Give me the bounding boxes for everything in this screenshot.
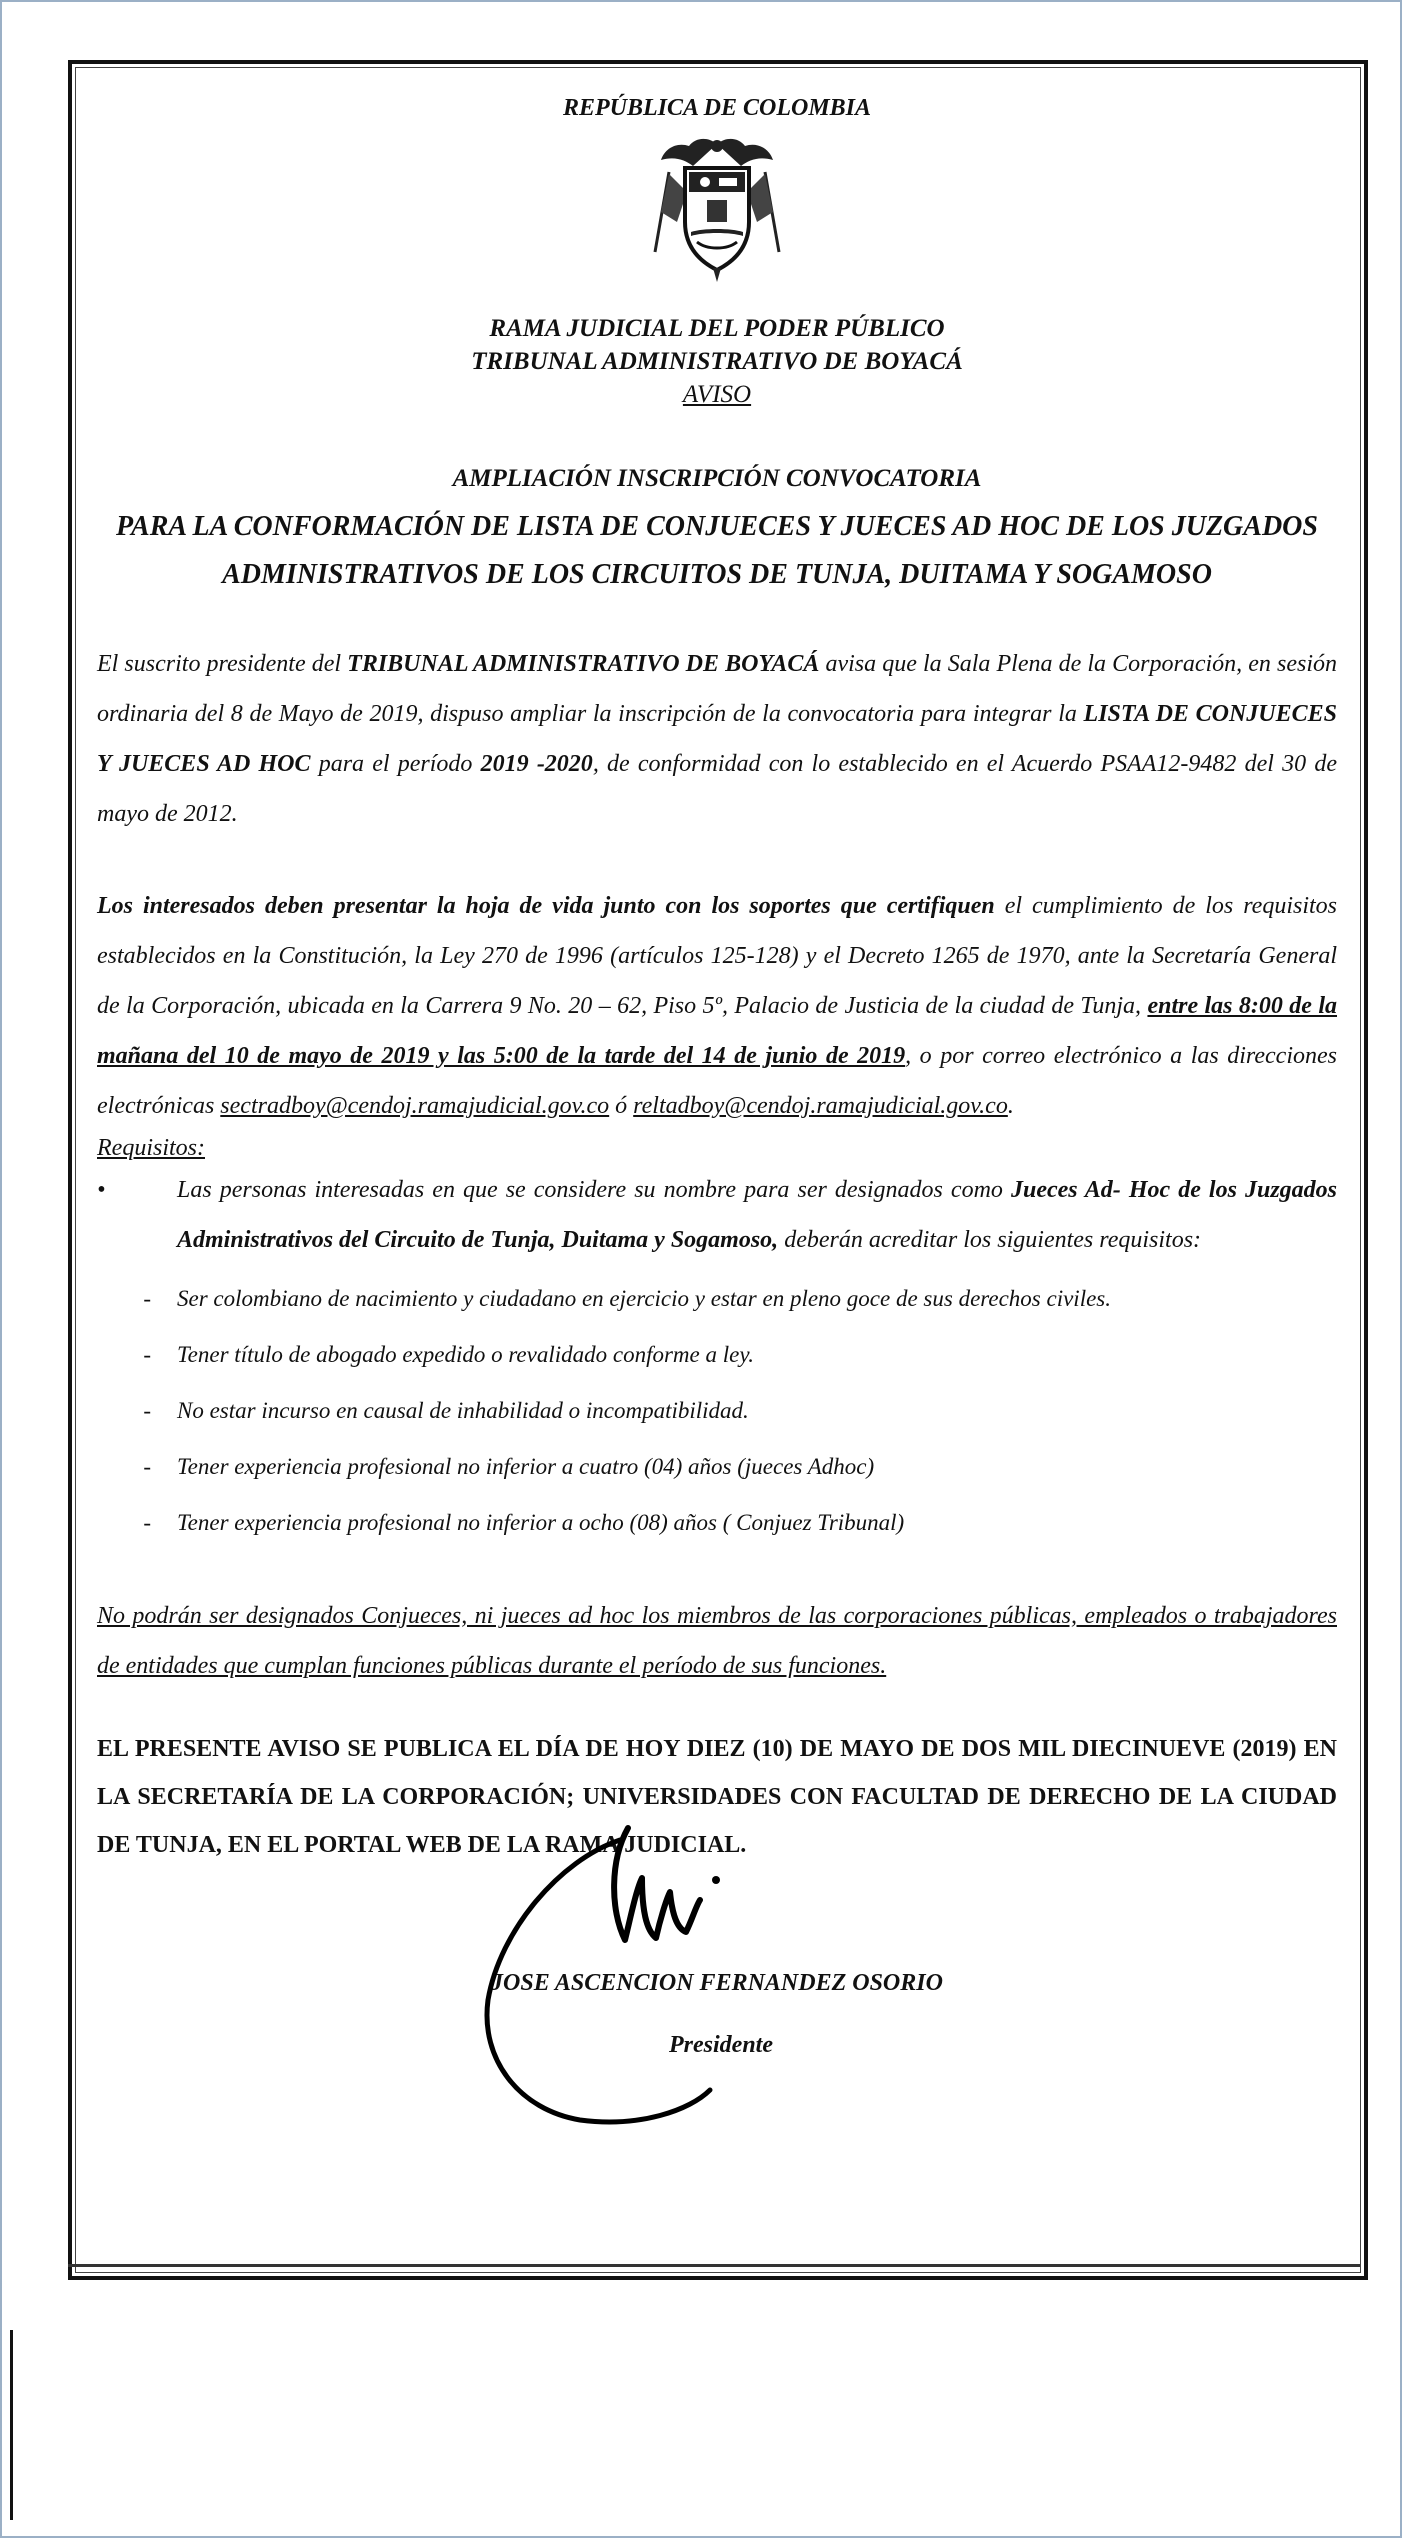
list-item [97,1495,1337,1551]
requirement-text: Tener título de abogado expedido o revalidado conforme a ley. [177,1342,755,1367]
text: ó [609,1093,634,1119]
text: deberán acreditar los siguientes requisitos: [778,1227,1202,1253]
requirements-list [97,1271,1337,1551]
publication-paragraph: EL PRESENTE AVISO SE PUBLICA EL DÍA DE HOY DIEZ (10) DE MAYO DE DOS MIL DIECINUEVE (2019) EN LA SECRETARÍA DE LA CORPORACIÓN; UNIVERSIDADES CON FACULTAD DE DERECHO DE LA CIUDAD DE TUNJA, EN EL PORTAL WEB DE LA RAMA JUDICIAL. [97,1736,1337,1858]
side-rule [10,2330,13,2520]
text: , de conformidad con lo establecido en el Acuerdo PSAA12-9482 del 30 de mayo de 2012. [97,751,1337,827]
title-line-2: PARA LA CONFORMACIÓN DE LISTA DE CONJUECES Y JUECES AD HOC DE LOS JUZGADOS [116,511,1318,542]
requirement-text: Ser colombiano de nacimiento y ciudadano en ejercicio y estar en pleno goce de sus derechos civiles. [177,1286,1111,1311]
country-heading: REPÚBLICA DE COLOMBIA [562,95,872,121]
tribunal-heading: TRIBUNAL ADMINISTRATIVO DE BOYACÁ [471,348,963,375]
judges-designation: Jueces Ad- Hoc de los Juzgados Administrativos del Circuito de Tunja, Duitama y Sogamoso, [177,1177,1337,1253]
dash-icon: - [143,1510,151,1535]
email-link-1[interactable]: sectradboy@cendoj.ramajudicial.gov.co [220,1093,610,1119]
text: el cumplimiento de los requisitos establecidos en la Constitución, la Ley 270 de 1996 (artículos 125-128) y el Decreto 1265 de 1970, ante la Secretaría General de la Corporación, ubicada en la Carrera 9 No. 20 – 62, Piso 5º, Palacio de Justicia de la ciudad de Tunja, [97,893,1338,1019]
dash-icon: - [143,1398,151,1423]
dash-icon: - [143,1342,151,1367]
requirement-text: No estar incurso en causal de inhabilidad o incompatibilidad. [177,1398,749,1423]
dash-icon: - [143,1286,151,1311]
dash-icon: - [143,1454,151,1479]
text: Las personas interesadas en que se considere su nombre para ser designados como [177,1177,1011,1203]
bullet-icon: • [97,1177,106,1203]
list-item [97,1439,1337,1495]
bottom-rule [68,2264,1360,2267]
tribunal-name: TRIBUNAL ADMINISTRATIVO DE BOYACÁ [347,651,820,677]
requirements-intro [97,1165,1337,1265]
paragraph-instructions [97,881,1337,1131]
deadline: entre las 8:00 de la mañana del 10 de mayo de 2019 y las 5:00 de la tarde del 14 de junio de 2019 [97,993,1338,1069]
restriction-paragraph: No podrán ser designados Conjueces, ni jueces ad hoc los miembros de las corporaciones públicas, empleados o trabajadores de entidades que cumplan funciones públicas durante el período de sus funciones. [97,1603,1337,1679]
list-item [97,1327,1337,1383]
notice-heading: AVISO [682,381,752,408]
requirements-intro-text [177,1165,1337,1265]
signer-role: Presidente [669,2032,773,2058]
branch-heading: RAMA JUDICIAL DEL PODER PÚBLICO [489,315,945,342]
requirement-text: Tener experiencia profesional no inferior a cuatro (04) años (jueces Adhoc) [177,1454,875,1479]
requirement-text: Tener experiencia profesional no inferior a ocho (08) años ( Conjuez Tribunal) [177,1510,905,1535]
text: , o por correo electrónico a las direcciones electrónicas [97,1043,1337,1119]
signer-name: JOSE ASCENCION FERNANDEZ OSORIO [491,1970,943,1996]
requirements-title: Requisitos: [97,1135,205,1161]
period: 2019 -2020 [480,751,593,777]
coat-of-arms-icon [647,132,787,282]
paragraph-announcement [97,639,1337,839]
document-content [97,88,1337,2063]
title-line-3: ADMINISTRATIVOS DE LOS CIRCUITOS DE TUNJA, DUITAMA Y SOGAMOSO [222,559,1212,590]
list-name: LISTA DE CONJUECES Y JUECES AD HOC [97,701,1337,777]
title-line-1: AMPLIACIÓN INSCRIPCIÓN CONVOCATORIA [452,465,982,492]
text: El suscrito presidente del [97,651,348,677]
signature-icon [460,1820,820,2160]
text: . [1007,1093,1014,1119]
list-item [97,1383,1337,1439]
instructions-lead: Los interesados deben presentar la hoja de vida junto con los soportes que certifiquen [97,893,995,919]
text: avisa que la Sala Plena de la Corporación, en sesión ordinaria del 8 de Mayo de 2019, dispuso ampliar la inscripción de la convocatoria para integrar la [97,651,1337,727]
email-link-2[interactable]: reltadboy@cendoj.ramajudicial.gov.co [633,1093,1008,1119]
text: para el período [310,751,481,777]
list-item [97,1271,1337,1327]
